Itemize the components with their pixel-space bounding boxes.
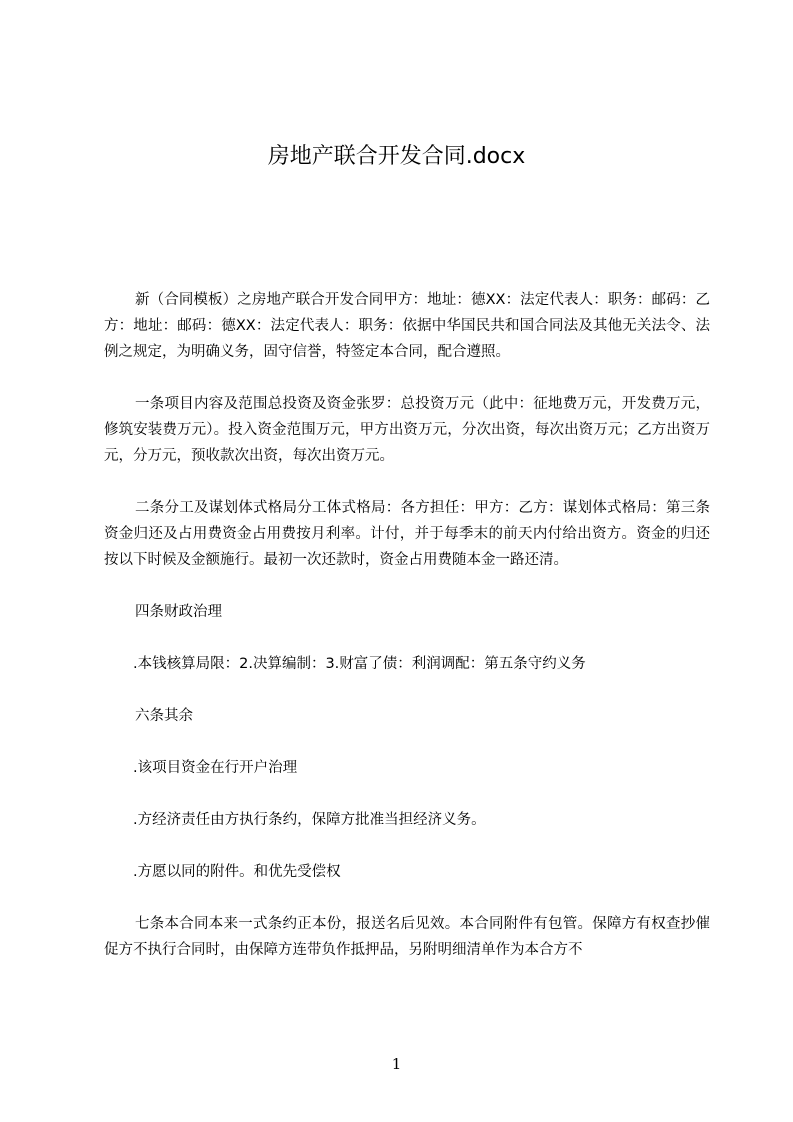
- document-body: [104, 287, 710, 963]
- paragraph-article-4: 四条财政治理: [135, 604, 222, 620]
- paragraph-article-6-item-3: .方愿以同的附件。和优先受偿权: [133, 864, 341, 880]
- paragraph-article-7: 七条本合同本来一式条约正本份，报送名后见效。本合同附件有包管。保障方有权查抄催促方不执行合同时，由保障方连带负作抵押品，另附明细清单作为本合方不: [104, 916, 710, 958]
- document-title: 房地产联合开发合同.docx: [267, 144, 526, 169]
- paragraph-article-4-items: .本钱核算局限：2.决算编制：3.财富了债：利润调配：第五条守约义务: [133, 656, 586, 672]
- paragraph-article-6-item-1: .该项目资金在行开户治理: [133, 760, 298, 776]
- paragraph-article-6: 六条其余: [135, 708, 193, 724]
- paragraph-article-1: 一条项目内容及范围总投资及资金张罗：总投资万元（此中：征地费万元，开发费万元，修筑安装费万元）。投入资金范围万元，甲方出资万元，分次出资，每次出资万元；乙方出资万元，分万元，预收款次出资，每次出资万元。: [104, 396, 710, 464]
- paragraph-article-6-item-2: .方经济责任由方执行条约，保障方批准当担经济义务。: [133, 812, 486, 828]
- paragraph-parties: 新（合同模板）之房地产联合开发合同甲方：地址：德XX：法定代表人：职务：邮码：乙方：地址：邮码：德XX：法定代表人：职务：依据中华国民共和国合同法及其他无关法令、法例之规定，为明确义务，固守信誉，特签定本合同，配合遵照。: [104, 292, 710, 360]
- page-number: 1: [391, 1055, 402, 1073]
- paragraph-article-2-3: 二条分工及谋划体式格局分工体式格局：各方担任：甲方：乙方：谋划体式格局：第三条资金归还及占用费资金占用费按月利率。计付，并于每季末的前天内付给出资方。资金的归还按以下时候及金额施行。最初一次还款时，资金占用费随本金一路还清。: [104, 500, 710, 568]
